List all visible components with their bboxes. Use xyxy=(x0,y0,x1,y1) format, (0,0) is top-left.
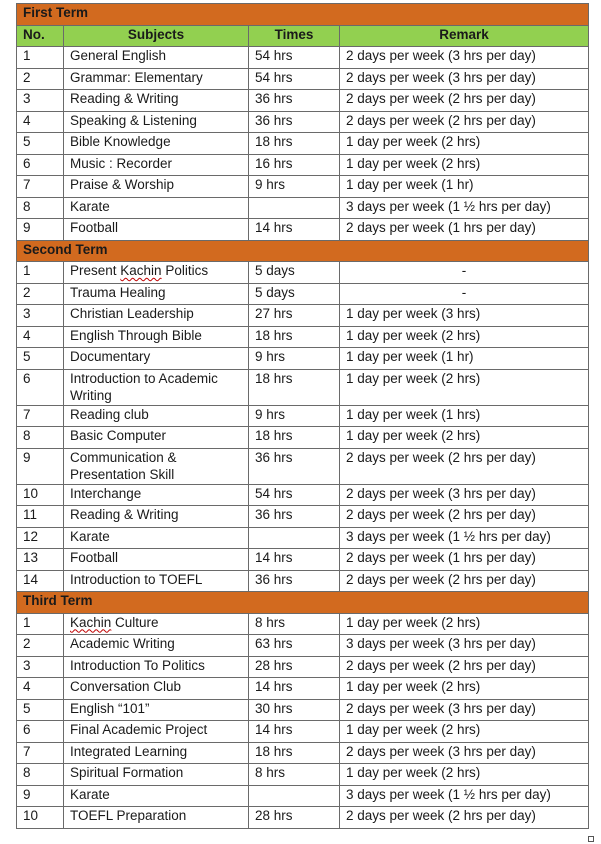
row-subject: Spiritual Formation xyxy=(64,764,249,786)
row-number: 9 xyxy=(17,448,64,484)
table-resize-handle[interactable] xyxy=(588,836,594,842)
subject-line: Presentation Skill xyxy=(70,467,175,482)
row-time: 18 hrs xyxy=(249,742,340,764)
table-row xyxy=(17,427,589,449)
row-remark: 2 days per week (3 hrs per day) xyxy=(340,484,589,506)
row-subject: Final Academic Project xyxy=(64,721,249,743)
row-number: 11 xyxy=(17,506,64,528)
row-remark: 1 day per week (2 hrs) xyxy=(340,613,589,635)
term-title: Third Term xyxy=(17,592,589,614)
table-row xyxy=(17,68,589,90)
table-row xyxy=(17,549,589,571)
table-row xyxy=(17,506,589,528)
row-remark: 2 days per week (2 hrs per day) xyxy=(340,111,589,133)
row-number: 7 xyxy=(17,176,64,198)
term-title: First Term xyxy=(17,4,589,26)
row-number: 6 xyxy=(17,369,64,405)
row-number: 3 xyxy=(17,90,64,112)
row-remark: 1 day per week (3 hrs) xyxy=(340,305,589,327)
row-subject: Trauma Healing xyxy=(64,283,249,305)
row-remark: 1 day per week (2 hrs) xyxy=(340,133,589,155)
row-time: 28 hrs xyxy=(249,807,340,829)
spellcheck-word: Kachin xyxy=(70,614,112,630)
row-time: 14 hrs xyxy=(249,678,340,700)
table-row xyxy=(17,613,589,635)
table-row xyxy=(17,807,589,829)
table-row xyxy=(17,90,589,112)
row-remark: 1 day per week (2 hrs) xyxy=(340,427,589,449)
row-time: 14 hrs xyxy=(249,721,340,743)
row-remark: 1 day per week (2 hrs) xyxy=(340,721,589,743)
row-remark: 2 days per week (3 hrs per day) xyxy=(340,699,589,721)
row-time: 28 hrs xyxy=(249,656,340,678)
table-row xyxy=(17,111,589,133)
term-header-row xyxy=(17,592,589,614)
row-subject: Football xyxy=(64,549,249,571)
header-times: Times xyxy=(249,25,340,47)
row-remark: 2 days per week (2 hrs per day) xyxy=(340,570,589,592)
row-subject xyxy=(64,613,249,635)
row-subject: Reading & Writing xyxy=(64,90,249,112)
row-number: 8 xyxy=(17,427,64,449)
row-time: 54 hrs xyxy=(249,484,340,506)
row-remark: 3 days per week (1 ½ hrs per day) xyxy=(340,197,589,219)
table-row xyxy=(17,570,589,592)
row-subject: Grammar: Elementary xyxy=(64,68,249,90)
row-number: 5 xyxy=(17,133,64,155)
header-remark: Remark xyxy=(340,25,589,47)
row-number: 10 xyxy=(17,807,64,829)
row-subject: Reading club xyxy=(64,405,249,427)
row-subject: Introduction To Politics xyxy=(64,656,249,678)
subject-line: Writing xyxy=(70,388,112,403)
row-time: 30 hrs xyxy=(249,699,340,721)
table-row xyxy=(17,369,589,405)
row-subject: Conversation Club xyxy=(64,678,249,700)
row-time: 5 days xyxy=(249,262,340,284)
row-remark: 1 day per week (2 hrs) xyxy=(340,369,589,405)
row-number: 7 xyxy=(17,742,64,764)
table-row xyxy=(17,133,589,155)
row-time: 36 hrs xyxy=(249,506,340,528)
row-remark: - xyxy=(340,283,589,305)
table-row xyxy=(17,176,589,198)
row-remark: 2 days per week (2 hrs per day) xyxy=(340,448,589,484)
row-subject: Karate xyxy=(64,785,249,807)
row-number: 9 xyxy=(17,219,64,241)
row-number: 4 xyxy=(17,678,64,700)
row-time xyxy=(249,197,340,219)
row-remark: 3 days per week (3 hrs per day) xyxy=(340,635,589,657)
row-subject xyxy=(64,448,249,484)
table-row xyxy=(17,326,589,348)
table-row xyxy=(17,699,589,721)
table-row xyxy=(17,484,589,506)
term-title: Second Term xyxy=(17,240,589,262)
row-subject: Praise & Worship xyxy=(64,176,249,198)
row-subject: Interchange xyxy=(64,484,249,506)
table-row xyxy=(17,47,589,69)
row-time: 8 hrs xyxy=(249,613,340,635)
row-time: 18 hrs xyxy=(249,326,340,348)
table-row xyxy=(17,742,589,764)
row-subject xyxy=(64,262,249,284)
table-row xyxy=(17,283,589,305)
row-number: 13 xyxy=(17,549,64,571)
subject-text: Present xyxy=(70,263,121,278)
row-time: 27 hrs xyxy=(249,305,340,327)
row-number: 2 xyxy=(17,635,64,657)
table-row xyxy=(17,405,589,427)
table-row xyxy=(17,154,589,176)
row-number: 7 xyxy=(17,405,64,427)
spellcheck-word: Kachin xyxy=(120,263,162,278)
row-number: 4 xyxy=(17,111,64,133)
row-subject: Christian Leadership xyxy=(64,305,249,327)
row-time: 36 hrs xyxy=(249,448,340,484)
header-subjects: Subjects xyxy=(64,25,249,47)
row-time: 16 hrs xyxy=(249,154,340,176)
row-subject: Academic Writing xyxy=(64,635,249,657)
row-remark: 2 days per week (2 hrs per day) xyxy=(340,506,589,528)
row-remark: 2 days per week (2 hrs per day) xyxy=(340,90,589,112)
row-remark: 2 days per week (2 hrs per day) xyxy=(340,807,589,829)
column-header-row xyxy=(17,25,589,47)
row-subject: Karate xyxy=(64,197,249,219)
row-number: 2 xyxy=(17,283,64,305)
row-time: 9 hrs xyxy=(249,405,340,427)
subject-text: Culture xyxy=(111,614,159,630)
row-number: 12 xyxy=(17,527,64,549)
table-row xyxy=(17,721,589,743)
row-time: 9 hrs xyxy=(249,176,340,198)
row-remark: 1 day per week (1 hr) xyxy=(340,348,589,370)
row-subject: English Through Bible xyxy=(64,326,249,348)
row-number: 6 xyxy=(17,721,64,743)
row-time: 18 hrs xyxy=(249,427,340,449)
row-subject: Reading & Writing xyxy=(64,506,249,528)
subject-line: Communication & xyxy=(70,449,177,465)
row-subject: Introduction to TOEFL xyxy=(64,570,249,592)
table-row xyxy=(17,785,589,807)
row-remark: 1 day per week (2 hrs) xyxy=(340,326,589,348)
row-time: 14 hrs xyxy=(249,549,340,571)
row-number: 3 xyxy=(17,305,64,327)
table-row xyxy=(17,348,589,370)
row-remark: 1 day per week (2 hrs) xyxy=(340,678,589,700)
row-remark: 2 days per week (3 hrs per day) xyxy=(340,68,589,90)
row-subject: Music : Recorder xyxy=(64,154,249,176)
row-number: 4 xyxy=(17,326,64,348)
row-remark: 2 days per week (1 hrs per day) xyxy=(340,219,589,241)
row-number: 1 xyxy=(17,613,64,635)
row-subject: TOEFL Preparation xyxy=(64,807,249,829)
row-time: 18 hrs xyxy=(249,133,340,155)
row-time: 8 hrs xyxy=(249,764,340,786)
row-subject: Integrated Learning xyxy=(64,742,249,764)
row-subject: Speaking & Listening xyxy=(64,111,249,133)
row-number: 9 xyxy=(17,785,64,807)
row-time: 14 hrs xyxy=(249,219,340,241)
row-remark: 1 day per week (1 hr) xyxy=(340,176,589,198)
row-remark: 2 days per week (2 hrs per day) xyxy=(340,656,589,678)
row-remark: 2 days per week (1 hrs per day) xyxy=(340,549,589,571)
header-no: No. xyxy=(17,25,64,47)
course-schedule-table xyxy=(16,3,589,829)
row-subject xyxy=(64,369,249,405)
row-number: 3 xyxy=(17,656,64,678)
row-number: 6 xyxy=(17,154,64,176)
subject-text: Politics xyxy=(161,263,209,278)
row-remark: 1 day per week (1 hrs) xyxy=(340,405,589,427)
table-row xyxy=(17,305,589,327)
row-remark: 3 days per week (1 ½ hrs per day) xyxy=(340,785,589,807)
row-number: 1 xyxy=(17,47,64,69)
table-row xyxy=(17,656,589,678)
row-number: 14 xyxy=(17,570,64,592)
row-subject: English “101” xyxy=(64,699,249,721)
row-number: 5 xyxy=(17,699,64,721)
row-subject: Karate xyxy=(64,527,249,549)
row-remark: 3 days per week (1 ½ hrs per day) xyxy=(340,527,589,549)
table-row xyxy=(17,678,589,700)
table-row xyxy=(17,764,589,786)
row-subject: Football xyxy=(64,219,249,241)
row-time: 36 hrs xyxy=(249,90,340,112)
subject-line: Introduction to Academic xyxy=(70,370,218,386)
row-remark: 1 day per week (2 hrs) xyxy=(340,764,589,786)
row-remark: 2 days per week (3 hrs per day) xyxy=(340,742,589,764)
row-number: 8 xyxy=(17,764,64,786)
term-header-row xyxy=(17,4,589,26)
table-row xyxy=(17,448,589,484)
row-subject: Bible Knowledge xyxy=(64,133,249,155)
row-number: 10 xyxy=(17,484,64,506)
row-time: 9 hrs xyxy=(249,348,340,370)
row-time: 54 hrs xyxy=(249,47,340,69)
row-remark: 1 day per week (2 hrs) xyxy=(340,154,589,176)
row-time: 36 hrs xyxy=(249,111,340,133)
table-row xyxy=(17,197,589,219)
table-row xyxy=(17,527,589,549)
table-row xyxy=(17,635,589,657)
row-number: 2 xyxy=(17,68,64,90)
row-number: 8 xyxy=(17,197,64,219)
row-time: 36 hrs xyxy=(249,570,340,592)
row-remark: 2 days per week (3 hrs per day) xyxy=(340,47,589,69)
row-time xyxy=(249,527,340,549)
row-number: 5 xyxy=(17,348,64,370)
table-row xyxy=(17,219,589,241)
row-number: 1 xyxy=(17,262,64,284)
row-time: 5 days xyxy=(249,283,340,305)
term-header-row xyxy=(17,240,589,262)
row-time: 18 hrs xyxy=(249,369,340,405)
row-time: 54 hrs xyxy=(249,68,340,90)
row-time xyxy=(249,785,340,807)
table-row xyxy=(17,262,589,284)
row-subject: Documentary xyxy=(64,348,249,370)
row-subject: General English xyxy=(64,47,249,69)
row-remark: - xyxy=(340,262,589,284)
row-time: 63 hrs xyxy=(249,635,340,657)
row-subject: Basic Computer xyxy=(64,427,249,449)
